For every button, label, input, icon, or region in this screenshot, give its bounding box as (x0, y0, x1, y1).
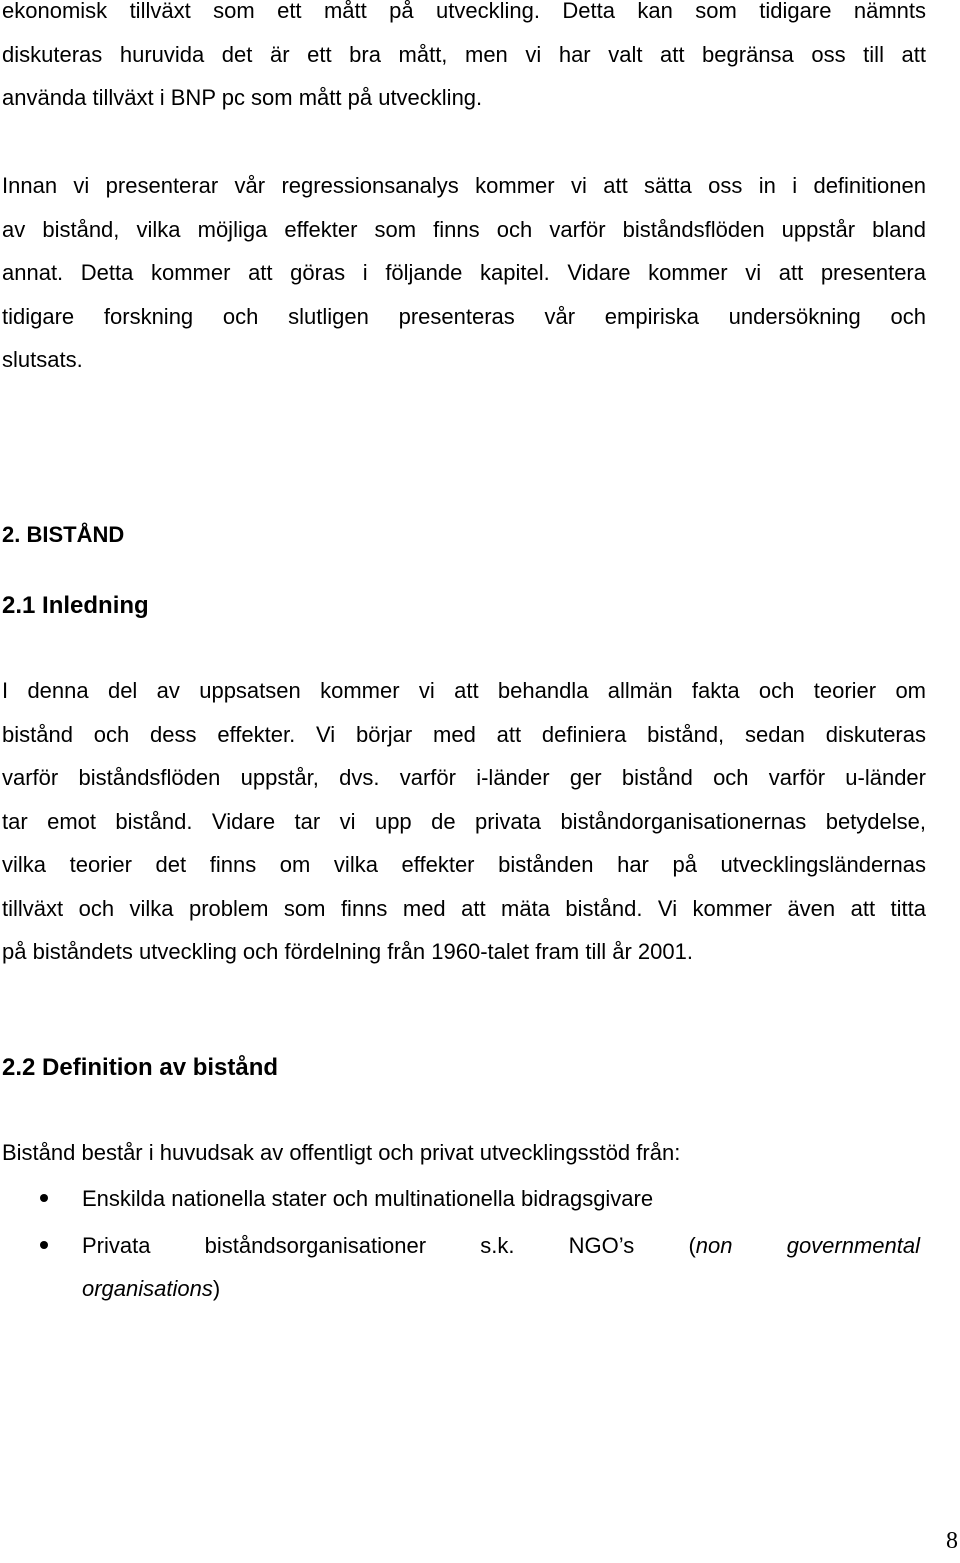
section-heading-2-1: 2.1 Inledning (2, 592, 149, 619)
text-line: I denna del av uppsatsen kommer vi att behandla allmän fakta och teorier om (2, 678, 926, 703)
text-line: av bistånd, vilka möjliga effekter som finns och varför biståndsflöden uppstår bland (2, 216, 926, 242)
text-line: Bistånd består i huvudsak av offentligt och privat utvecklingsstöd från: (2, 1140, 681, 1165)
text-line: annat. Detta kommer att göras i följande kapitel. Vidare kommer vi att presentera (2, 260, 926, 285)
intro-paragraph (2, 0, 926, 120)
list-item-text (82, 1224, 920, 1268)
list-item (0, 1224, 920, 1311)
section-2-2-lead (2, 1131, 926, 1175)
text-line: varför biståndsflöden uppstår, dvs. varför i-länder ger bistånd och varför u-länder (2, 765, 926, 790)
bullet-list (0, 1177, 920, 1311)
section-heading-2-2: 2.2 Definition av bistånd (2, 1054, 279, 1081)
text-line: bistånd och dess effekter. Vi börjar med att definiera bistånd, sedan diskuteras (2, 721, 926, 747)
list-item-text-continued (82, 1267, 920, 1311)
page-number: 8 (946, 1528, 958, 1554)
text-line: tidigare forskning och slutligen presenteras vår empiriska undersökning och (2, 303, 926, 329)
text-line: på biståndets utveckling och fördelning från 1960-talet fram till år 2001. (2, 939, 693, 964)
text-line: vilka teorier det finns om vilka effekter bistånden har på utvecklingsländernas (2, 852, 926, 877)
list-item-text-prefix: Privata biståndsorganisationer s.k. NGO’s ( (82, 1232, 696, 1258)
list-item-text-suffix: ) (212, 1276, 221, 1301)
text-line: Innan vi presenterar vår regressionsanalys kommer vi att sätta oss in i definitionen (2, 173, 926, 198)
list-item-text: Enskilda nationella stater och multinationella bidragsgivare (82, 1186, 654, 1211)
bullet-icon (40, 1194, 48, 1202)
bullet-icon (40, 1241, 48, 1249)
text-line: tillväxt och vilka problem som finns med att mäta bistånd. Vi kommer även att titta (2, 895, 926, 921)
list-item (0, 1177, 920, 1221)
list-item-italic-text: organisations (82, 1276, 213, 1301)
text-line: använda tillväxt i BNP pc som mått på utveckling. (2, 85, 483, 110)
text-line: diskuteras huruvida det är ett bra mått, men vi har valt att begränsa oss till att (2, 41, 926, 67)
list-item-italic-text: non governmental (695, 1232, 921, 1258)
text-line: tar emot bistånd. Vidare tar vi upp de privata biståndorganisationernas betydelse, (2, 808, 926, 834)
overview-paragraph (2, 164, 926, 382)
text-line: slutsats. (2, 347, 83, 372)
chapter-heading: 2. BISTÅND (2, 522, 125, 547)
text-line: ekonomisk tillväxt som ett mått på utveckling. Detta kan som tidigare nämnts (2, 0, 926, 23)
section-2-1-paragraph (2, 669, 926, 974)
